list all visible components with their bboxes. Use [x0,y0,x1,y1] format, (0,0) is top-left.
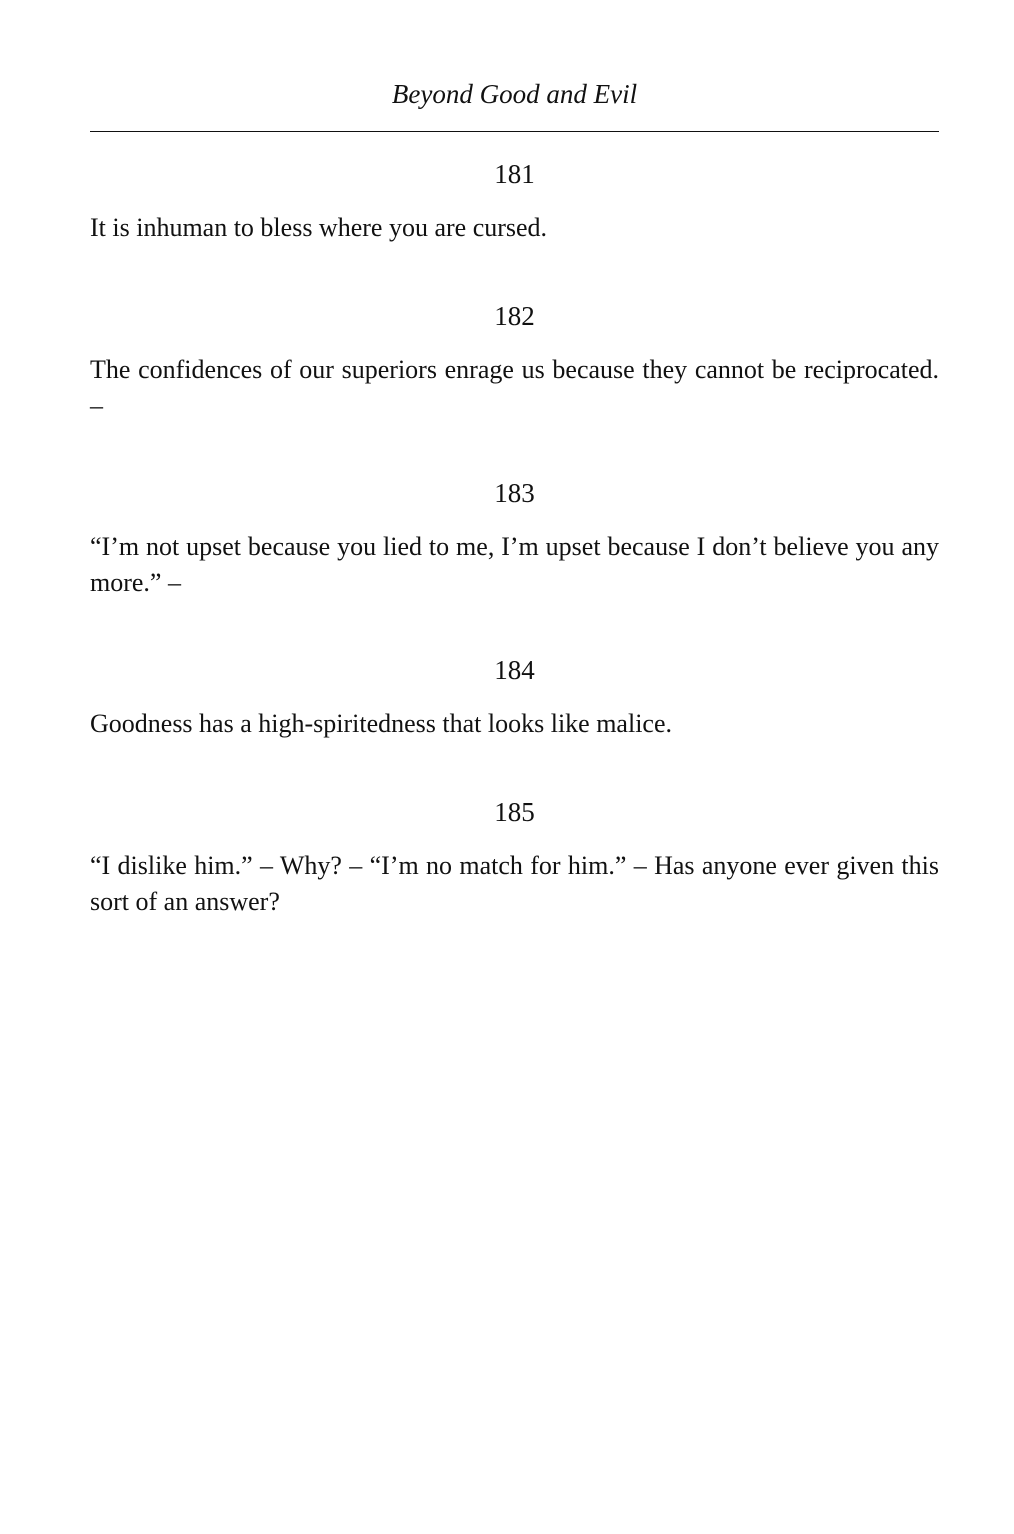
aphorism-number: 184 [494,655,535,685]
aphorism-text: “I’m not upset because you lied to me, I’m upset because I don’t believe you any more.” – [90,532,939,597]
header-rule [90,131,939,132]
aphorism-text: Goodness has a high-spiritedness that looks like malice. [90,709,673,738]
aphorism-number: 181 [494,159,535,189]
aphorism-185 [90,794,939,920]
aphorism-184 [90,652,939,742]
aphorism-number: 182 [494,301,535,331]
aphorism-text: The confidences of our superiors enrage us because they cannot be reciprocated. – [90,355,939,420]
running-title: Beyond Good and Evil [391,79,638,109]
aphorism-number: 183 [494,478,535,508]
aphorism-183 [90,475,939,601]
aphorism-text: It is inhuman to bless where you are cursed. [90,213,548,242]
aphorism-number: 185 [494,797,535,827]
aphorism-182 [90,298,939,424]
aphorism-181 [90,156,939,246]
aphorism-text: “I dislike him.” – Why? – “I’m no match for him.” – Has anyone ever given this sort of an answer? [90,851,939,916]
